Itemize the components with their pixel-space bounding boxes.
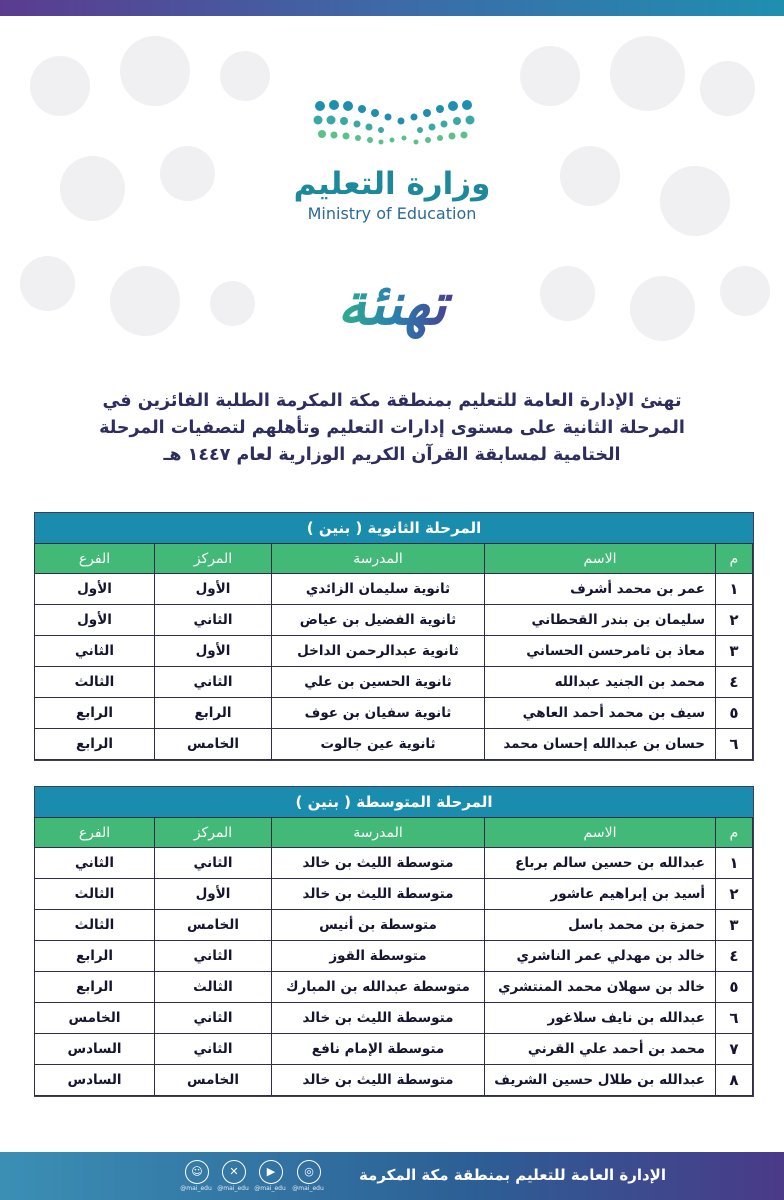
intermediate-stage-table bbox=[34, 786, 754, 1097]
cell-school: ثانوية عين جالوت bbox=[272, 729, 485, 760]
cell-rank: الثاني bbox=[155, 605, 272, 636]
header-rank: المركز bbox=[155, 818, 272, 848]
cell-rank: الخامس bbox=[155, 910, 272, 941]
cell-branch: السادس bbox=[35, 1034, 155, 1065]
youtube-icon[interactable]: ▶ bbox=[259, 1160, 283, 1184]
cell-rank: الثاني bbox=[155, 667, 272, 698]
cell-name: سليمان بن بندر القحطاني bbox=[485, 605, 716, 636]
table-header-row bbox=[35, 818, 753, 848]
header-rank: المركز bbox=[155, 544, 272, 574]
footer-org-name: الإدارة العامة للتعليم بمنطقة مكة المكرمة bbox=[358, 1166, 666, 1184]
cell-rank: الثالث bbox=[155, 972, 272, 1003]
x-icon[interactable]: ✕ bbox=[222, 1160, 246, 1184]
intro-line: المرحلة الثانية على مستوى إدارات التعليم وتأهلهم لتصفيات المرحلة bbox=[99, 418, 685, 438]
section-title: المرحلة المتوسطة ( بنين ) bbox=[35, 787, 753, 817]
cell-num: ٥ bbox=[716, 972, 753, 1003]
cell-num: ٣ bbox=[716, 910, 753, 941]
cell-branch: الرابع bbox=[35, 729, 155, 760]
table-row bbox=[35, 848, 753, 879]
secondary-stage-table bbox=[34, 512, 754, 761]
cell-branch: الرابع bbox=[35, 972, 155, 1003]
cell-school: متوسطة الليث بن خالد bbox=[272, 879, 485, 910]
cell-school: متوسطة الليث بن خالد bbox=[272, 848, 485, 879]
instagram-handle: @mai_edu bbox=[292, 1185, 324, 1192]
cell-rank: الثاني bbox=[155, 848, 272, 879]
cell-school: ثانوية الحسين بن علي bbox=[272, 667, 485, 698]
cell-school: ثانوية الفضيل بن عياض bbox=[272, 605, 485, 636]
cell-branch: الثالث bbox=[35, 879, 155, 910]
cell-school: ثانوية عبدالرحمن الداخل bbox=[272, 636, 485, 667]
table-row bbox=[35, 636, 753, 667]
table-row bbox=[35, 667, 753, 698]
cell-branch: الأول bbox=[35, 574, 155, 605]
cell-name: سيف بن محمد أحمد العاهي bbox=[485, 698, 716, 729]
section-title: المرحلة الثانوية ( بنين ) bbox=[35, 513, 753, 543]
header-num: م bbox=[716, 544, 753, 574]
cell-school: متوسطة الليث بن خالد bbox=[272, 1065, 485, 1096]
cell-school: متوسطة الليث بن خالد bbox=[272, 1003, 485, 1034]
cell-name: محمد بن الجنيد عبدالله bbox=[485, 667, 716, 698]
header-branch: الفرع bbox=[35, 544, 155, 574]
cell-rank: الأول bbox=[155, 879, 272, 910]
cell-num: ٤ bbox=[716, 941, 753, 972]
cell-name: عمر بن محمد أشرف bbox=[485, 574, 716, 605]
header-branch: الفرع bbox=[35, 818, 155, 848]
cell-name: محمد بن أحمد علي القرني bbox=[485, 1034, 716, 1065]
cell-name: حسان بن عبدالله إحسان محمد bbox=[485, 729, 716, 760]
intro-paragraph bbox=[92, 388, 692, 469]
cell-school: متوسطة بن أنيس bbox=[272, 910, 485, 941]
cell-name: عبدالله بن حسين سالم برباع bbox=[485, 848, 716, 879]
cell-name: خالد بن سهلان محمد المنتشري bbox=[485, 972, 716, 1003]
table-row bbox=[35, 879, 753, 910]
table-row bbox=[35, 941, 753, 972]
cell-name: حمزة بن محمد باسل bbox=[485, 910, 716, 941]
intro-line: الختامية لمسابقة القرآن الكريم الوزارية لعام ١٤٤٧ هـ bbox=[163, 445, 621, 465]
cell-branch: الأول bbox=[35, 605, 155, 636]
cell-school: متوسطة عبدالله بن المبارك bbox=[272, 972, 485, 1003]
table-row bbox=[35, 910, 753, 941]
youtube-handle: @mai_edu bbox=[254, 1185, 286, 1192]
cell-rank: الثاني bbox=[155, 941, 272, 972]
results-table bbox=[34, 543, 753, 760]
congrats-calligraphy bbox=[0, 262, 784, 352]
cell-rank: الخامس bbox=[155, 729, 272, 760]
footer-bar bbox=[0, 1152, 784, 1200]
cell-num: ٨ bbox=[716, 1065, 753, 1096]
cell-num: ٣ bbox=[716, 636, 753, 667]
snapchat-handle: @mai_edu bbox=[180, 1185, 212, 1192]
cell-school: ثانوية سليمان الزائدي bbox=[272, 574, 485, 605]
cell-school: ثانوية سفيان بن عوف bbox=[272, 698, 485, 729]
cell-rank: الأول bbox=[155, 636, 272, 667]
cell-branch: السادس bbox=[35, 1065, 155, 1096]
results-table bbox=[34, 817, 753, 1096]
cell-num: ١ bbox=[716, 574, 753, 605]
header-name: الاسم bbox=[485, 544, 716, 574]
cell-school: متوسطة الإمام نافع bbox=[272, 1034, 485, 1065]
header-school: المدرسة bbox=[272, 818, 485, 848]
cell-num: ٦ bbox=[716, 729, 753, 760]
x-handle: @mai_edu bbox=[217, 1185, 249, 1192]
table-row bbox=[35, 1003, 753, 1034]
ministry-name-english: Ministry of Education bbox=[307, 204, 477, 223]
cell-rank: الثاني bbox=[155, 1034, 272, 1065]
header-num: م bbox=[716, 818, 753, 848]
cell-name: معاذ بن ثامرحسن الحساني bbox=[485, 636, 716, 667]
header-name: الاسم bbox=[485, 818, 716, 848]
table-row bbox=[35, 605, 753, 636]
cell-num: ١ bbox=[716, 848, 753, 879]
cell-name: أسيد بن إبراهيم عاشور bbox=[485, 879, 716, 910]
cell-branch: الثالث bbox=[35, 910, 155, 941]
cell-num: ٢ bbox=[716, 605, 753, 636]
table-row bbox=[35, 1065, 753, 1096]
cell-name: عبدالله بن نايف سلاغور bbox=[485, 1003, 716, 1034]
cell-branch: الثاني bbox=[35, 636, 155, 667]
table-row bbox=[35, 698, 753, 729]
cell-name: خالد بن مهدلي عمر الناشري bbox=[485, 941, 716, 972]
cell-rank: الأول bbox=[155, 574, 272, 605]
instagram-icon[interactable]: ◎ bbox=[297, 1160, 321, 1184]
cell-num: ٥ bbox=[716, 698, 753, 729]
table-header-row bbox=[35, 544, 753, 574]
cell-num: ٧ bbox=[716, 1034, 753, 1065]
table-row bbox=[35, 972, 753, 1003]
ministry-name-arabic: وزارة التعليم bbox=[293, 166, 491, 202]
cell-name: عبدالله بن طلال حسين الشريف bbox=[485, 1065, 716, 1096]
intro-line: تهنئ الإدارة العامة للتعليم بمنطقة مكة المكرمة الطلبة الفائزين في bbox=[102, 391, 682, 411]
cell-branch: الرابع bbox=[35, 941, 155, 972]
cell-num: ٢ bbox=[716, 879, 753, 910]
cell-branch: الرابع bbox=[35, 698, 155, 729]
cell-num: ٤ bbox=[716, 667, 753, 698]
top-gradient-bar bbox=[0, 0, 784, 16]
cell-branch: الثالث bbox=[35, 667, 155, 698]
cell-rank: الخامس bbox=[155, 1065, 272, 1096]
cell-branch: الثاني bbox=[35, 848, 155, 879]
congrats-word: تهنئة bbox=[337, 270, 447, 338]
cell-branch: الخامس bbox=[35, 1003, 155, 1034]
table-row bbox=[35, 1034, 753, 1065]
cell-num: ٦ bbox=[716, 1003, 753, 1034]
cell-rank: الثاني bbox=[155, 1003, 272, 1034]
table-row bbox=[35, 729, 753, 760]
cell-rank: الرابع bbox=[155, 698, 272, 729]
cell-school: متوسطة القوز bbox=[272, 941, 485, 972]
table-row bbox=[35, 574, 753, 605]
snapchat-icon[interactable]: ☺ bbox=[185, 1160, 209, 1184]
header-school: المدرسة bbox=[272, 544, 485, 574]
